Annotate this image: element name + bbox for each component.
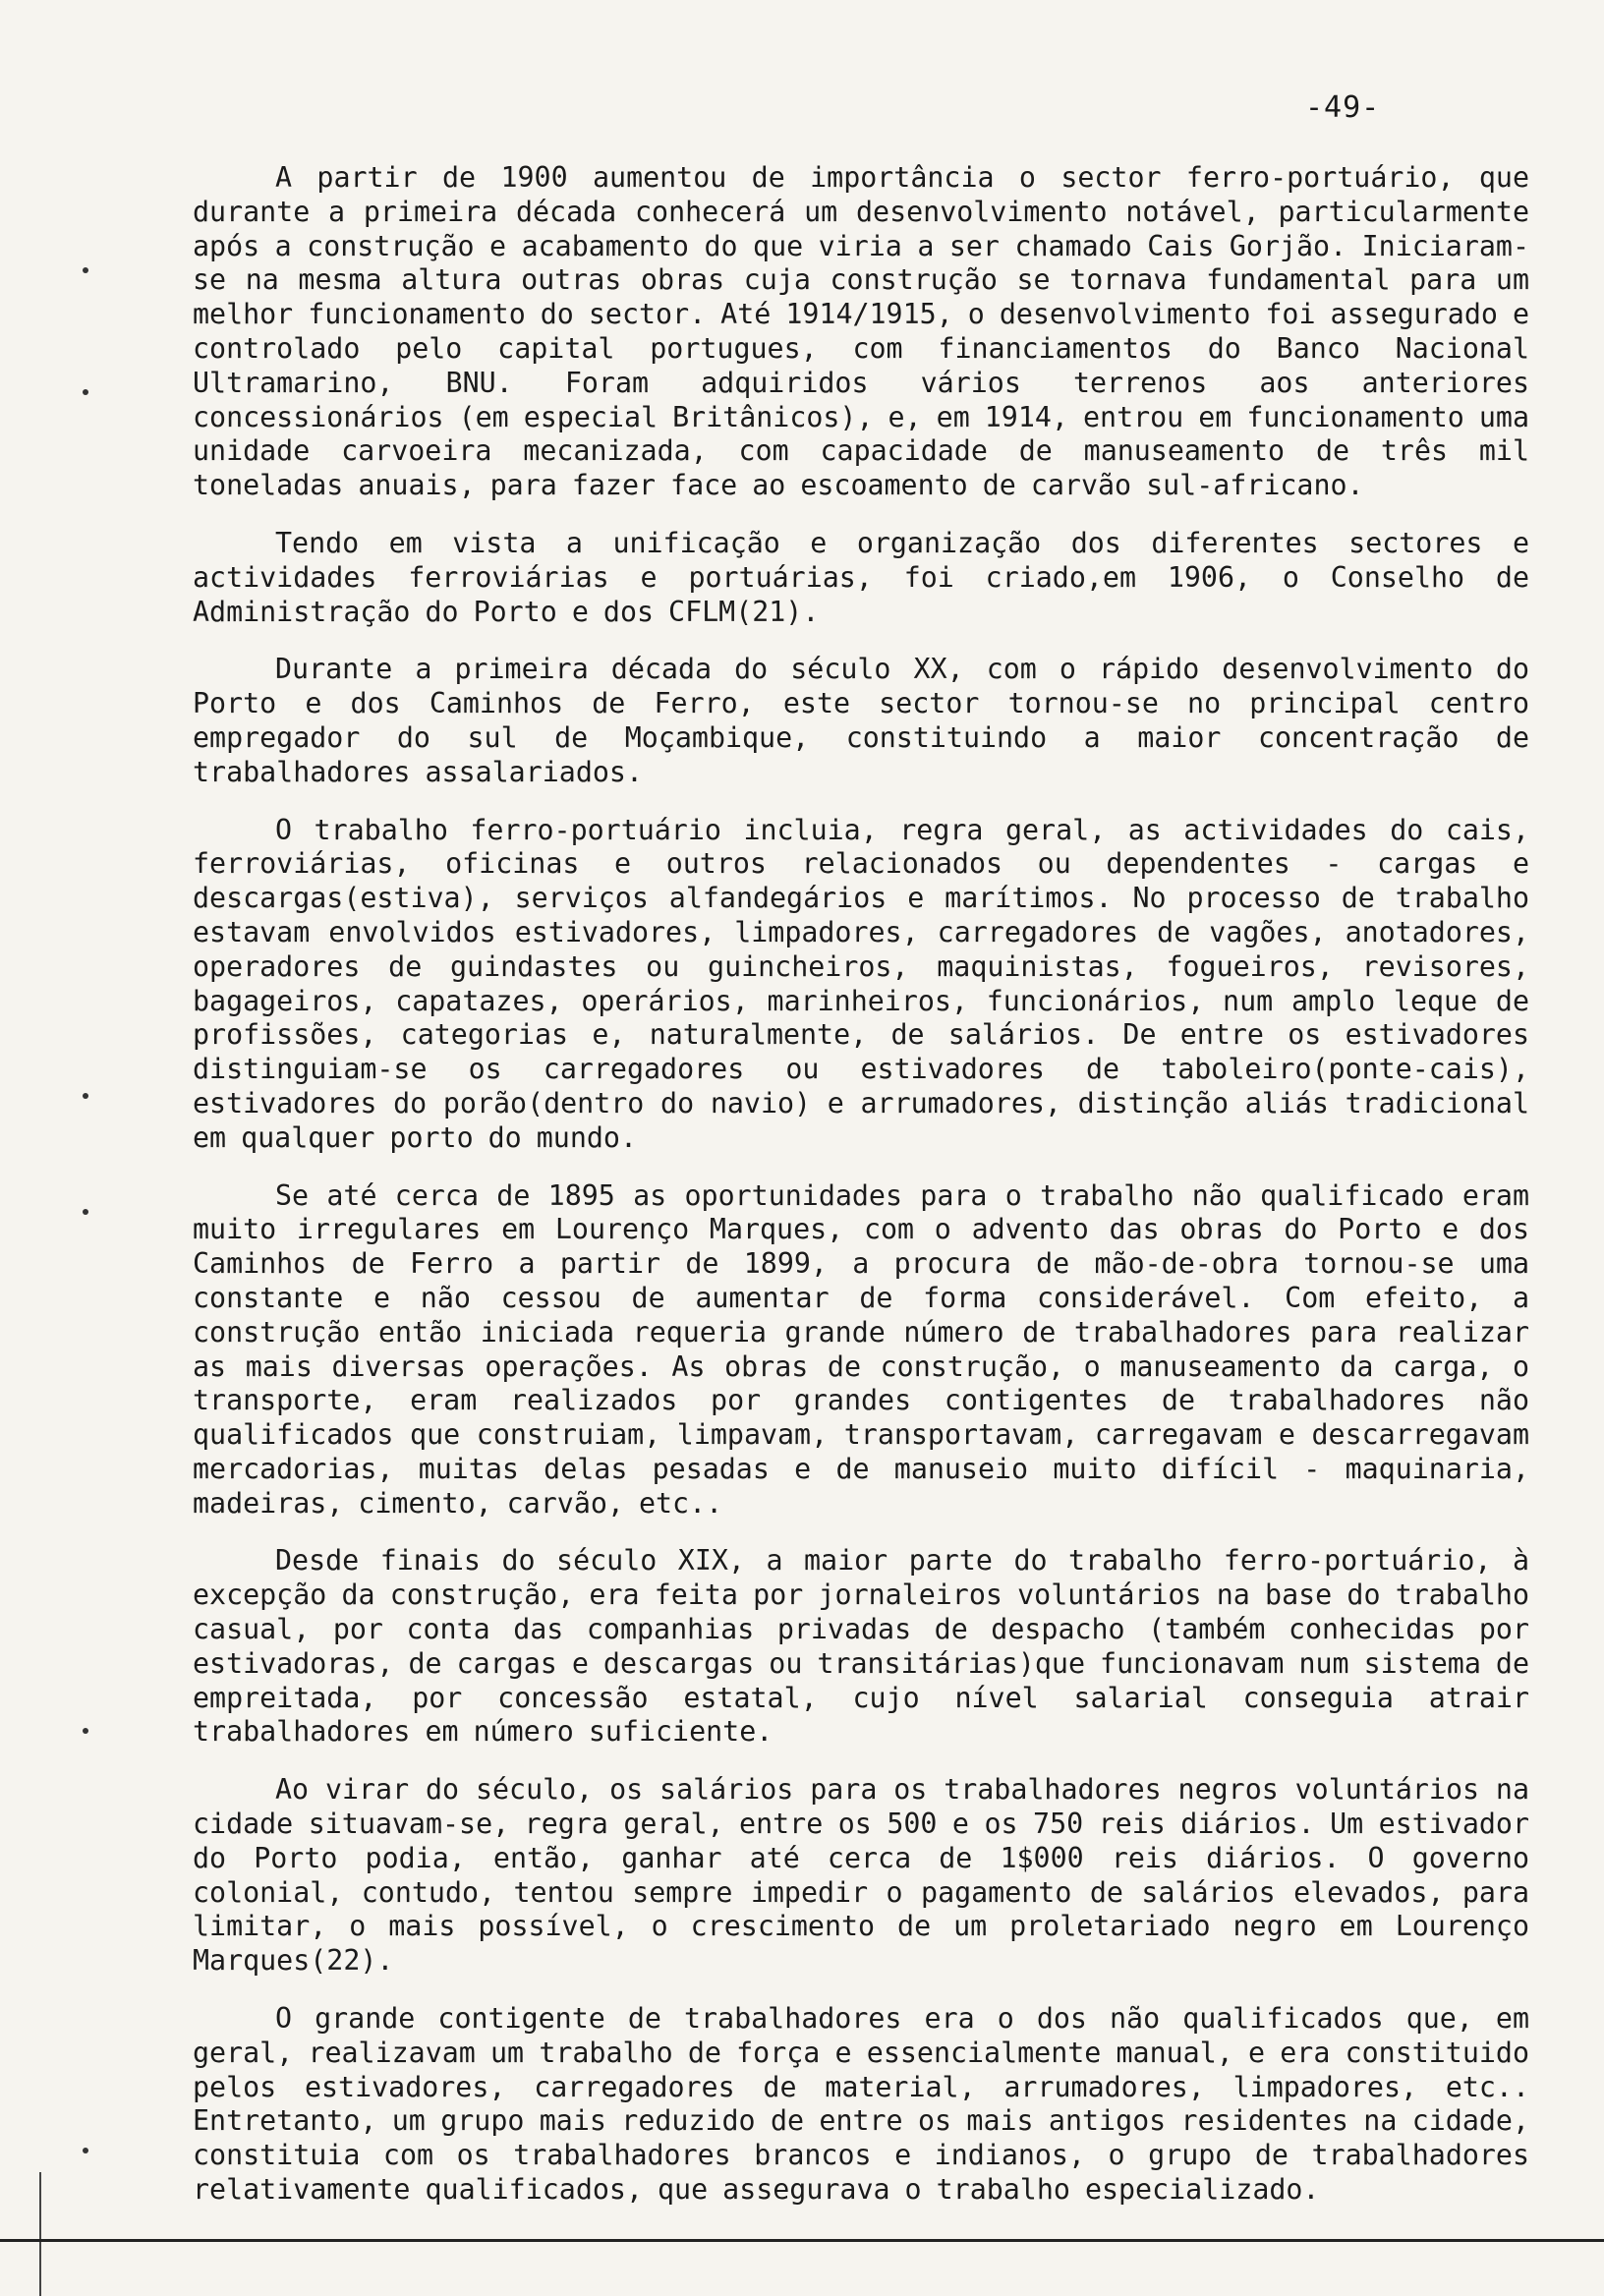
paragraph-2: Tendo em vista a unificação e organização dos diferentes sectores e actividades ferroviárias e portuárias, foi criado,em 1906, o Conselho de Administração do Porto e dos CFLM(21).: [193, 526, 1529, 628]
paragraph-7: Ao virar do século, os salários para os trabalhadores negros voluntários na cidade situavam-se, regra geral, entre os 500 e os 750 reis diários. Um estivador do Porto podia, então, ganhar até cerca de 1$000 reis diários. O governo colonial, contudo, tentou sempre impedir o pagamento de salários elevados, para limitar, o mais possível, o crescimento de um proletariado negro em Lourenço Marques(22).: [193, 1773, 1529, 1978]
scan-speck: [83, 2148, 88, 2153]
paragraph-3: Durante a primeira década do século XX, com o rápido desenvolvimento do Porto e dos Caminhos de Ferro, este sector tornou-se no principal centro empregador do sul de Moçambique, constituindo a maior concentração de trabalhadores assalariados.: [193, 653, 1529, 788]
paragraph-6: Desde finais do século XIX, a maior parte do trabalho ferro-portuário, à excepção da construção, era feita por jornaleiros voluntários na base do trabalho casual, por conta das companhias privadas de despacho (também conhecidas por estivadoras, de cargas e descargas ou transitárias)que funcionavam num sistema de empreitada, por concessão estatal, cujo nível salarial conseguia atrair trabalhadores em número suficiente.: [193, 1544, 1529, 1749]
scan-speck: [83, 1093, 88, 1099]
paragraph-8: O grande contigente de trabalhadores era o dos não qualificados que, em geral, realizavam um trabalho de força e essencialmente manual, e era constituido pelos estivadores, carregadores de material, arrumadores, limpadores, etc.. Entretanto, um grupo mais reduzido de entre os mais antigos residentes na cidade, constituia com os trabalhadores brancos e indianos, o grupo de trabalhadores relativamente qualificados, que assegurava o trabalho especializado.: [193, 2002, 1529, 2207]
scan-speck: [83, 1209, 88, 1215]
paragraph-1: A partir de 1900 aumentou de importância o sector ferro-portuário, que durante a primeira década conhecerá um desenvolvimento notável, particularmente após a construção e acabamento do que viria a ser chamado Cais Gorjão. Iniciaram-se na mesma altura outras obras cuja construção se tornava fundamental para um melhor funcionamento do sector. Até 1914/1915, o desenvolvimento foi assegurado e controlado pelo capital portugues, com financiamentos do Banco Nacional Ultramarino, BNU. Foram adquiridos vários terrenos aos anteriores concessionários (em especial Britânicos), e, em 1914, entrou em funcionamento uma unidade carvoeira mecanizada, com capacidade de manuseamento de três mil toneladas anuais, para fazer face ao escoamento de carvão sul-africano.: [193, 161, 1529, 502]
page-number: -49-: [1305, 90, 1381, 125]
paragraph-5: Se até cerca de 1895 as oportunidades para o trabalho não qualificado eram muito irregulares em Lourenço Marques, com o advento das obras do Porto e dos Caminhos de Ferro a partir de 1899, a procura de mão-de-obra tornou-se uma constante e não cessou de aumentar de forma considerável. Com efeito, a construção então iniciada requeria grande número de trabalhadores para realizar as mais diversas operações. As obras de construção, o manuseamento da carga, o transporte, eram realizados por grandes contigentes de trabalhadores não qualificados que construiam, limpavam, transportavam, carregavam e descarregavam mercadorias, muitas delas pesadas e de manuseio muito difícil - maquinaria, madeiras, cimento, carvão, etc..: [193, 1178, 1529, 1520]
scan-speck: [83, 389, 88, 395]
scan-speck: [83, 267, 88, 273]
scan-speck: [83, 1728, 88, 1734]
scan-bottom-rule: [0, 2239, 1604, 2242]
paragraph-4: O trabalho ferro-portuário incluia, regra geral, as actividades do cais, ferroviárias, oficinas e outros relacionados ou dependentes - cargas e descargas(estiva), serviços alfandegários e marítimos. No processo de trabalho estavam envolvidos estivadores, limpadores, carregadores de vagões, anotadores, operadores de guindastes ou guincheiros, maquinistas, fogueiros, revisores, bagageiros, capatazes, operários, marinheiros, funcionários, num amplo leque de profissões, categorias e, naturalmente, de salários. De entre os estivadores distinguiam-se os carregadores ou estivadores de taboleiro(ponte-cais), estivadores do porão(dentro do navio) e arrumadores, distinção aliás tradicional em qualquer porto do mundo.: [193, 813, 1529, 1154]
document-body: [193, 161, 1529, 2231]
scan-left-edge-line: [39, 2172, 41, 2296]
